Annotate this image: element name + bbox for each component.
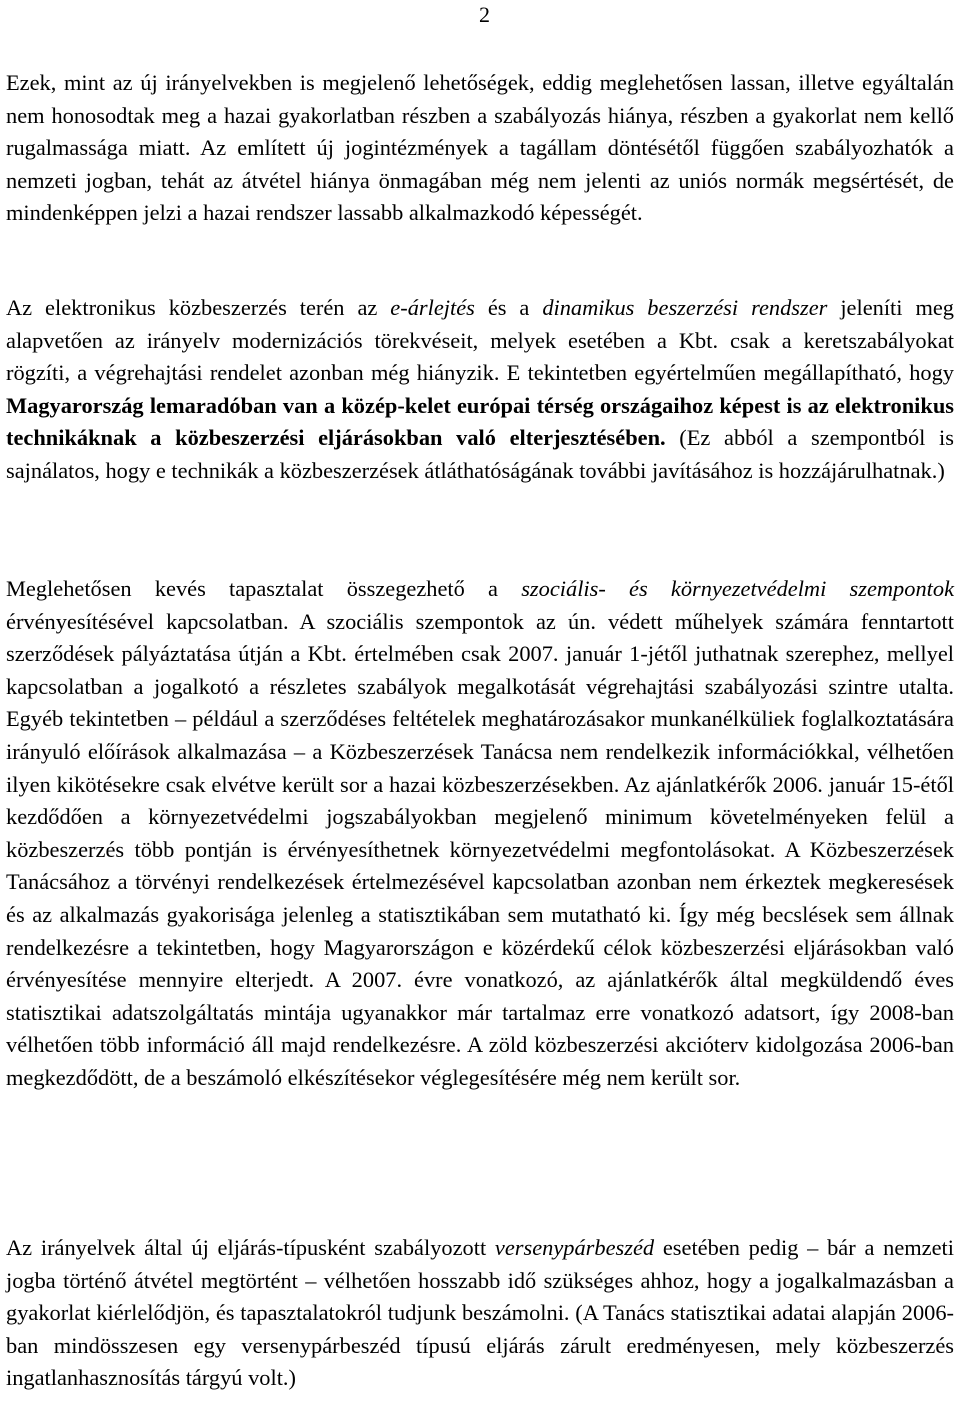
paragraph-text: (Ez abból a szempontból is sajnálatos, hogy e technikák a közbeszerzések átláthatóságának további javításához is hozzájárulhatnak.) — [6, 425, 954, 483]
paragraph-electronic-procurement — [6, 292, 954, 488]
paragraph-text: Az irányelvek által új eljárás-típusként szabályozott — [6, 1235, 495, 1260]
term-competitive-dialogue: versenypárbeszéd — [494, 1235, 655, 1260]
term-social-environmental-aspects: szociális- és környezetvédelmi szempontok — [521, 576, 955, 601]
paragraph-text: érvényesítésével kapcsolatban. A szociális szempontok az ún. védett műhelyek számára fenntartott szerződések pályáztatása útján a Kbt. értelmében csak 2007. január 1-jétől juthatnak szerephez, mellyel kapcsolatban a jogalkotó a részletes szabályok megalkotását végrehajtási szabályozási szintre utalta. Egyéb tekintetben – például a szerződéses feltételek meghatározásakor munkanélküliek foglalkoztatására irányuló előírások alkalmazása – a Közbeszerzések Tanácsa nem rendelkezik információkkal, vélhetően ilyen kikötésekre csak elvétve került sor a hazai közbeszerzésekben. Az ajánlatkérők 2006. január 15-étől kezdődően a környezetvédelmi jogszabályokban megjelenő minimum követelményeken felül a közbeszerzés több pontján is érvényesíthetnek környezetvédelmi megfontolásokat. A Közbeszerzések Tanácsához a törvényi rendelkezések értelmezésével kapcsolatban azonban nem érkeztek megkeresések és az alkalmazás gyakorisága jelenleg a statisztikában sem mutatható ki. Így még becslések sem állnak rendelkezésre a tekintetben, hogy Magyarországon e közérdekű célok közbeszerzési eljárásokban való érvényesítése mennyire elterjedt. A 2007. évre vonatkozó, az ajánlatkérők által megküldendő éves statisztikai adatszolgáltatás mintája ugyanakkor már tartalmaz erre vonatkozó adatsort, így 2008-ban vélhetően több információ áll majd rendelkezésre. A zöld közbeszerzési akcióterv kidolgozása 2006-ban megkezdődött, de a beszámoló elkészítésekor véglegesítésére még nem került sor. — [6, 608, 954, 1090]
term-e-auction: e-árlejtés — [390, 295, 475, 320]
paragraph-text: Az elektronikus közbeszerzés terén az — [6, 295, 391, 320]
paragraph-text: esetében pedig – bár a nemzeti jogba történő átvétel megtörtént – vélhetően hosszabb idő szükséges ahhoz, hogy a jogalkalmazásban a gyakorlat kiérlelődjön, és tapasztalatokról tudjunk beszámolni. (A Tanács statisztikai adatai alapján 2006-ban mindösszesen egy versenypárbeszéd típusú eljárás zárult eredményesen, mely közbeszerzés ingatlanhasznosítás tárgyú volt.) — [6, 1235, 954, 1391]
paragraph-new-instruments — [6, 67, 954, 230]
paragraph-text: Meglehetősen kevés tapasztalat összegezhető a — [6, 576, 522, 601]
term-dynamic-purchasing-system: dinamikus beszerzési rendszer — [542, 295, 828, 320]
paragraph-text: jeleníti meg alapvetően az irányelv modernizációs törekvéseit, melyek esetében a Kbt. csak a keretszabályokat rögzíti, a végrehajtási rendelet azonban még hiányzik. E tekintetben egyértelműen megállapítható, hogy — [6, 295, 954, 386]
paragraph-competitive-dialogue — [6, 1232, 954, 1395]
paragraph-social-environmental — [6, 573, 954, 1095]
paragraph-text: Ezek, mint az új irányelvekben is megjelenő lehetőségek, eddig meglehetősen lassan, illetve egyáltalán nem honosodtak meg a hazai gyakorlatban részben a szabályozás hiánya, részben a gyakorlat nem kellő rugalmassága miatt. Az említett új jogintézmények a tagállam döntésétől függően szabályozhatók a nemzeti jogban, tehát az átvétel hiánya önmagában még nem jelenti az uniós normák megsértését, de mindenképpen jelzi a hazai rendszer lassabb alkalmazkodó képességét. — [6, 70, 954, 226]
page-number: 2 — [479, 2, 490, 27]
paragraph-text: és a — [474, 295, 543, 320]
bold-statement-lagging-behind: Magyarország lemaradóban van a közép-kelet európai térség országaihoz képest is az elektronikus technikáknak a közbeszerzési eljárásokban való elterjesztésében. — [6, 392, 954, 451]
